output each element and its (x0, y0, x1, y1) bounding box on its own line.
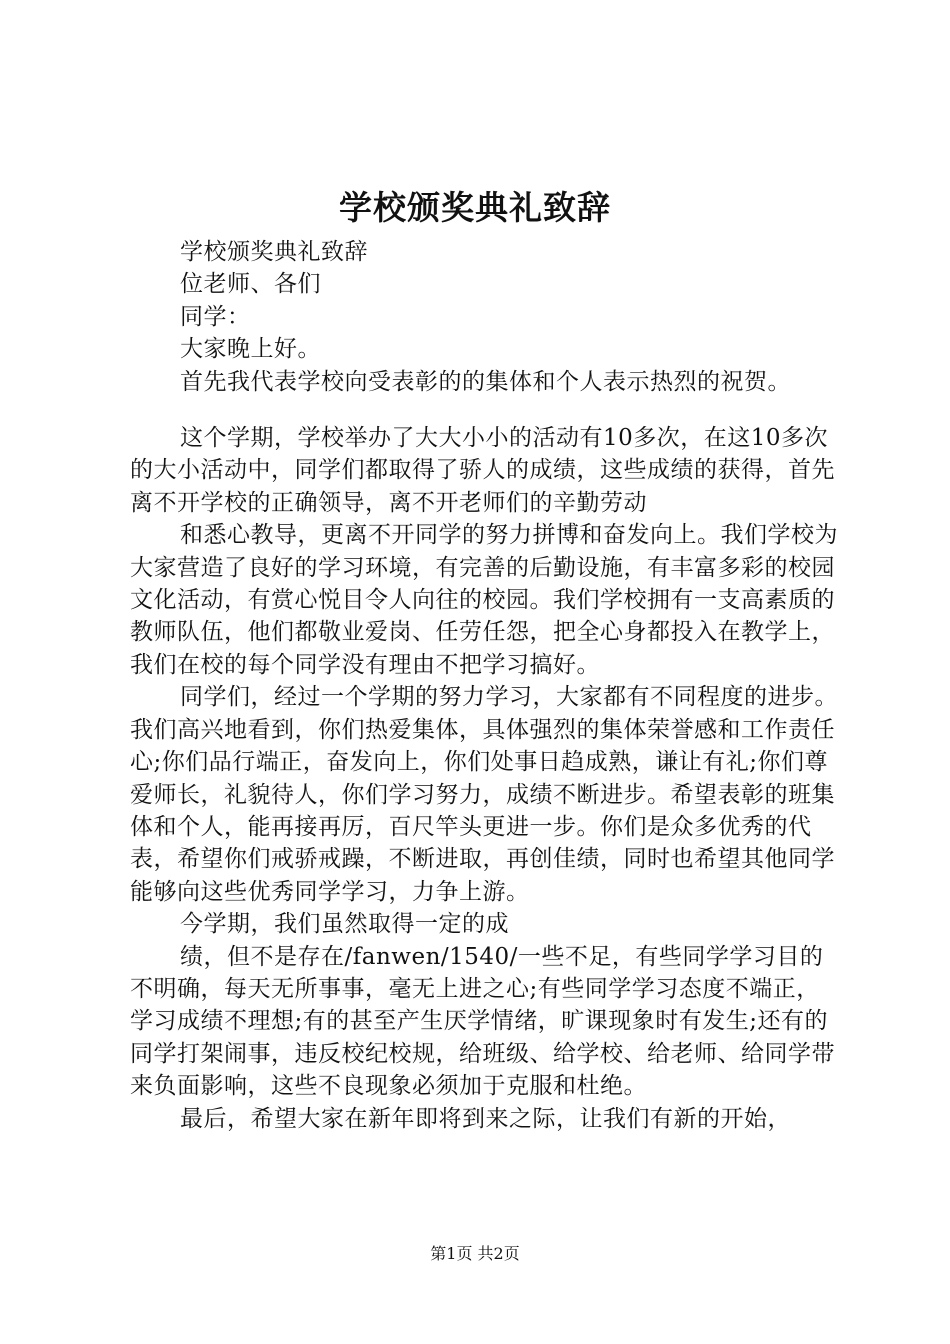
paragraph-salutation-1: 位老师、各们 (180, 271, 321, 298)
paragraph-closing: 最后，希望大家在新年即将到来之际，让我们有新的开始， (180, 1105, 791, 1132)
paragraph-semester: 这个学期，学校举办了大大小小的活动有10多次，在这10多次的大小活动中，同学们都取得了骄人的成绩，这些成绩的获得，首先离不开学校的正确领导，离不开老师们的辛勤劳动 (130, 425, 835, 516)
paragraph-shortcomings: 绩，但不是存在/fanwen/1540/一些不足，有些同学学习目的不明确，每天无所事事，毫无上进之心;有些同学学习态度不端正，学习成绩不理想;有的甚至产生厌学情绪，旷课现象时有发生;还有的同学打架闹事，违反校纪校规，给班级、给学校、给老师、给同学带来负面影响，这些不良现象必须加于克服和杜绝。 (130, 943, 835, 1100)
paragraph-heading: 学校颁奖典礼致辞 (180, 239, 368, 265)
paragraph-students: 同学们，经过一个学期的努力学习，大家都有不同程度的进步。我们高兴地看到，你们热爱集体，具体强烈的集体荣誉感和工作责任心;你们品行端正，奋发向上，你们处事日趋成熟，谦让有礼;你们尊爱师长，礼貌待人，你们学习努力，成绩不断进步。希望表彰的班集体和个人，能再接再厉，百尺竿头更进一步。你们是众多优秀的代表，希望你们戒骄戒躁，不断进取，再创佳绩，同时也希望其他同学能够向这些优秀同学学习，力争上游。 (130, 684, 838, 905)
paragraph-achievements: 今学期，我们虽然取得一定的成 (180, 911, 509, 938)
document-title: 学校颁奖典礼致辞 (339, 188, 611, 227)
paragraph-salutation-2: 同学： (180, 303, 251, 330)
page-number-footer: 第1页 共2页 (430, 1244, 520, 1263)
paragraph-greeting: 大家晚上好。 (180, 336, 321, 363)
paragraph-congrats: 首先我代表学校向受表彰的的集体和个人表示热烈的祝贺。 (180, 368, 791, 395)
paragraph-school: 和悉心教导，更离不开同学的努力拼博和奋发向上。我们学校为大家营造了良好的学习环境，有完善的后勤设施，有丰富多彩的校园文化活动，有赏心悦目令人向往的校园。我们学校拥有一支高素质的教师队伍，他们都敬业爱岗、任劳任怨，把全心身都投入在教学上，我们在校的每个同学没有理由不把学习搞好。 (130, 522, 838, 678)
paragraph-spacer (130, 398, 840, 422)
document-body (130, 236, 840, 1135)
